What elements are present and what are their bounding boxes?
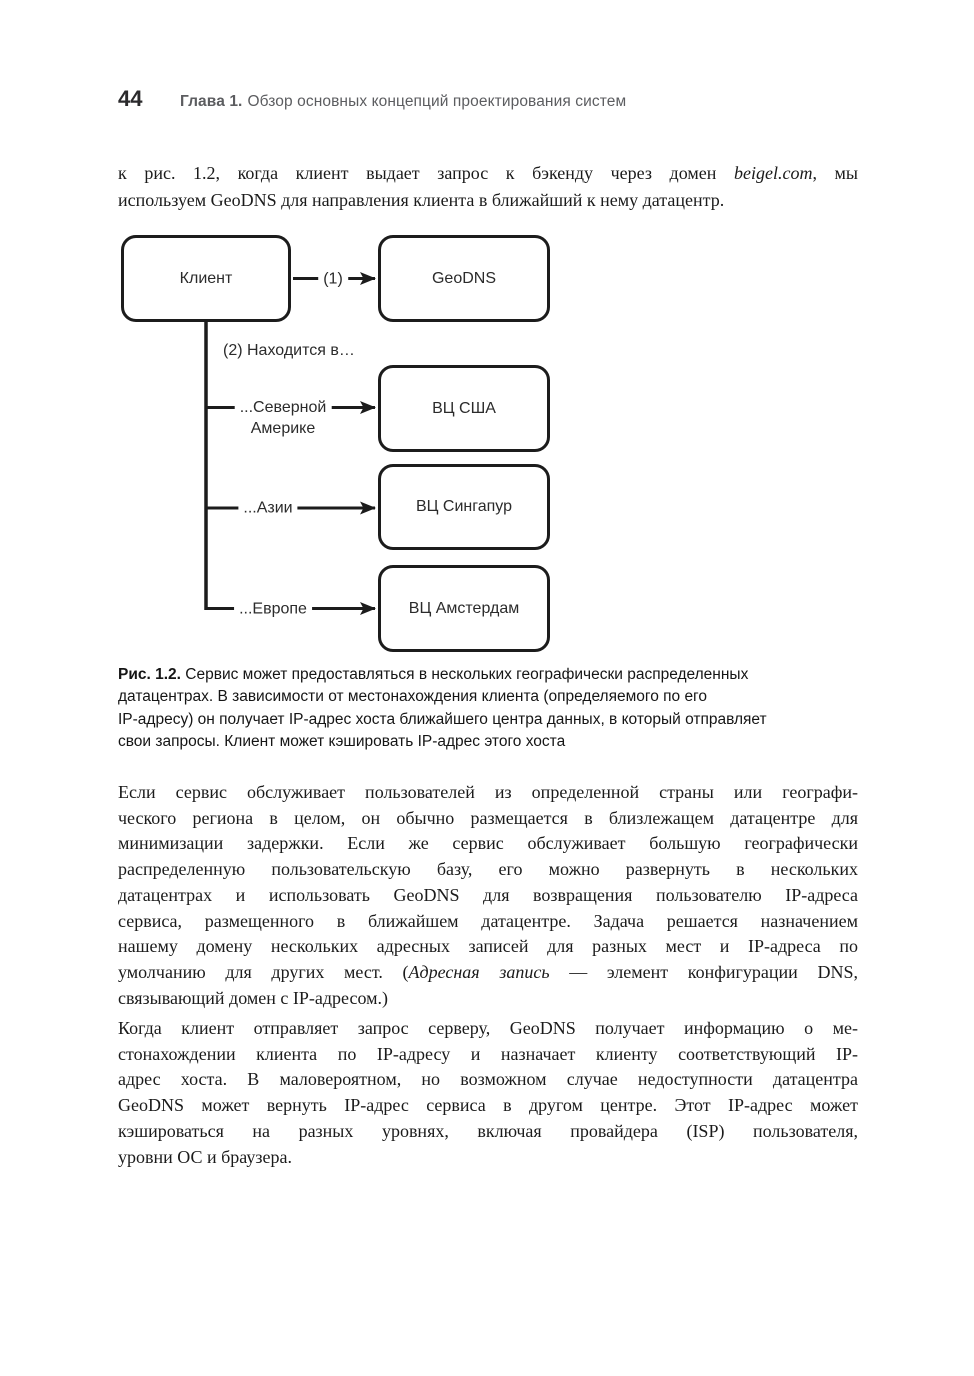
diagram-node-client: Клиент xyxy=(121,235,291,322)
text-segment: умолчанию для других мест. ( xyxy=(118,961,409,982)
text-line: сервиса, размещенного в ближайшем датацентре. Задача решается назначением xyxy=(118,910,858,931)
figure-number-label: Рис. 1.2. xyxy=(118,666,181,683)
caption-line xyxy=(118,664,878,686)
diagram-node-dc-singapore: ВЦ Сингапур xyxy=(378,464,550,550)
caption-text: Сервис может предоставляться в нескольких географически распределенных xyxy=(180,666,749,683)
text-line xyxy=(118,160,858,187)
caption-line: датацентрах. В зависимости от местонахождения клиента (определяемого по его xyxy=(118,688,707,706)
text-line: адрес хоста. В маловероятном, но возможном случае недоступности датацентра xyxy=(118,1069,858,1090)
domain-name-italic: beigel.com xyxy=(733,163,813,183)
text-line: уровни ОС и браузера. xyxy=(118,1146,292,1167)
paragraph-geo-distribution xyxy=(118,780,858,1011)
edge-label-step2: (2) Находится в… xyxy=(223,342,355,359)
text-line: Если сервис обслуживает пользователей из определенной страны или географи- xyxy=(118,782,858,802)
text-line: Когда клиент отправляет запрос серверу, GeoDNS получает информацию о ме- xyxy=(118,1018,858,1038)
paragraph-geodns-behaviour xyxy=(118,1016,858,1170)
text-line: связывающий домен с IP-адресом.) xyxy=(118,987,388,1008)
edge-label-north-america xyxy=(235,397,332,439)
edge-label-step1: (1) xyxy=(318,269,348,290)
text-segment: , мы xyxy=(812,163,858,183)
term-italic: Адресная запись xyxy=(408,961,550,982)
text-line: минимизации задержки. Если же сервис обслуживает большую географически xyxy=(118,833,858,854)
figure-1-2-diagram xyxy=(118,228,858,662)
running-head xyxy=(118,86,858,112)
diagram-node-geodns: GeoDNS xyxy=(378,235,550,322)
caption-line: свои запросы. Клиент может кэшировать IP-адрес этого хоста xyxy=(118,733,566,751)
text-line: распределенную пользовательскую базу, его можно развернуть в нескольких xyxy=(118,859,858,880)
paragraph-intro xyxy=(118,160,858,214)
chapter-title: Обзор основных концепций проектирования систем xyxy=(247,93,627,110)
edge-label-europe: ...Европе xyxy=(234,599,312,620)
diagram-node-dc-amsterdam: ВЦ Амстердам xyxy=(378,565,550,652)
chapter-heading xyxy=(180,93,626,111)
page-number: 44 xyxy=(118,86,143,111)
text-line: ческого региона в целом, он обычно размещается в близлежащем датацентре для xyxy=(118,807,858,828)
text-line: стонахождении клиента по IP-адресу и назначает клиенту соответствующий IP- xyxy=(118,1043,858,1064)
text-line: GeoDNS может вернуть IP-адрес сервиса в другом центре. Этот IP-адрес может xyxy=(118,1095,858,1116)
text-line: нашему домену нескольких адресных записей для разных мест и IP-адреса по xyxy=(118,936,858,957)
text-segment: — элемент конфигурации DNS, xyxy=(549,961,858,982)
text-line: кэшироваться на разных уровнях, включая провайдера (ISP) пользователя, xyxy=(118,1120,858,1141)
text-line: используем GeoDNS для направления клиента в ближайший к нему датацентр. xyxy=(118,190,725,210)
edge-label-line: Америке xyxy=(250,420,316,437)
text-segment: к рис. 1.2, когда клиент выдает запрос к бэкенду через домен xyxy=(118,163,734,183)
figure-caption xyxy=(118,664,878,754)
edge-label-line: ...Северной xyxy=(239,399,327,416)
text-line xyxy=(118,960,858,986)
edge-label-asia: ...Азии xyxy=(238,498,297,519)
chapter-label: Глава 1. xyxy=(180,93,243,110)
caption-line: IP-адресу) он получает IP-адрес хоста ближайшего центра данных, в который отправляет xyxy=(118,710,767,728)
diagram-node-dc-usa: ВЦ США xyxy=(378,365,550,452)
text-line: датацентрах и использовать GeoDNS для возвращения пользователю IP-адреса xyxy=(118,884,858,905)
